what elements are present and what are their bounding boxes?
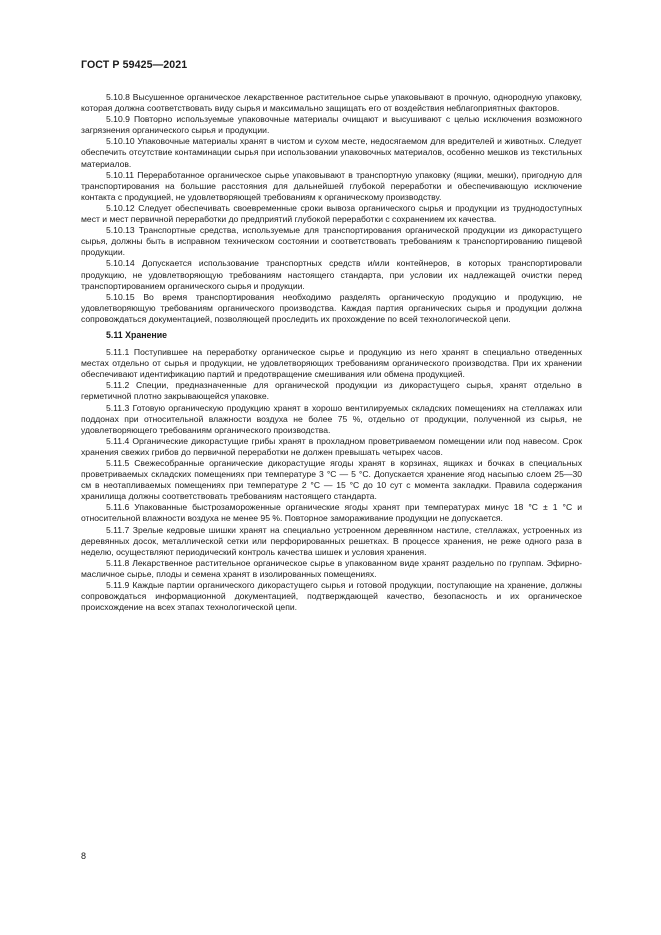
paragraph-5-10-14: 5.10.14 Допускается использование транспортных средств и/или контейнеров, в которых транспортировали продукцию, не удовлетворяющую требованиям настоящего стандарта, при условии их надлежащей очистки перед транспортированием органического сырья и продукции. bbox=[81, 258, 582, 291]
paragraph-5-11-6: 5.11.6 Упакованные быстрозамороженные органические ягоды хранят при температурах минус 18 °С ± 1 °С и относительной влажности воздуха не менее 95 %. Повторное замораживание продукции не допускается. bbox=[81, 502, 582, 524]
document-header: ГОСТ Р 59425—2021 bbox=[81, 59, 188, 71]
paragraph-5-10-15: 5.10.15 Во время транспортирования необходимо разделять органическую продукцию и продукцию, не удовлетворяющую требованиям органического производства. Каждая партия органических сырья и продукции должна сопровождаться документацией, позволяющей проследить их прохождение по всей технологической цепи. bbox=[81, 291, 582, 324]
paragraph-5-10-12: 5.10.12 Следует обеспечивать своевременные сроки вывоза органического сырья и продукции из труднодоступных мест и мест первичной переработки до предприятий глубокой переработки с сохранением их качества. bbox=[81, 202, 582, 225]
paragraph-5-11-2: 5.11.2 Специи, предназначенные для органической продукции из дикорастущего сырья, хранят отдельно в герметичной плотно закрывающейся упаковке. bbox=[81, 380, 582, 402]
section-heading-storage: 5.11 Хранение bbox=[106, 329, 168, 340]
paragraph-5-11-4: 5.11.4 Органические дикорастущие грибы хранят в прохладном проветриваемом помещении или под навесом. Срок хранения свежих грибов до первичной переработки не должен превышать четырех часов. bbox=[81, 435, 582, 457]
paragraph-5-10-10: 5.10.10 Упаковочные материалы хранят в чистом и сухом месте, недосягаемом для вредителей и животных. Следует обеспечить отсутствие контаминации сырья при использовании упаковочных материалов, особенно мешков из текстильных материалов. bbox=[81, 136, 582, 169]
paragraph-5-11-9: 5.11.9 Каждые партии органического дикорастущего сырья и готовой продукции, поступающие на хранение, должны сопровождаться информационной документацией, подтверждающей качество, безопасность и их органическое происхождение на всех этапах технологической цепи. bbox=[81, 580, 582, 613]
paragraph-5-11-1: 5.11.1 Поступившее на переработку органическое сырье и продукцию из него хранят в специально отведенных местах отдельно от сырья и продукции, не удовлетворяющих требованиям органического производства. При их хранении обеспечивают идентификацию партий и предотвращение смешивания или обмена продукцией. bbox=[81, 347, 582, 380]
paragraph-5-10-9: 5.10.9 Повторно используемые упаковочные материалы очищают и высушивают с целью исключения возможного загрязнения органического сырья и продукции. bbox=[81, 114, 582, 136]
paragraph-5-10-13: 5.10.13 Транспортные средства, используемые для транспортирования органической продукции из дикорастущего сырья, должны быть в исправном техническом состоянии и соответствовать требованиям к транспортированию пищевой продукции. bbox=[81, 225, 582, 258]
paragraph-5-10-11: 5.10.11 Переработанное органическое сырье упаковывают в транспортную упаковку (ящики, мешки), пригодную для транспортирования на большие расстояния для дальнейшей глубокой переработки и обеспечивающую исключение контакта с продукцией, не удовлетворяющей требованиям к органическому производству. bbox=[81, 169, 582, 202]
document-body bbox=[81, 92, 582, 613]
page-number: 8 bbox=[81, 851, 87, 861]
paragraph-5-10-8: 5.10.8 Высушенное органическое лекарственное растительное сырье упаковывают в прочную, однородную упаковку, которая должна соответствовать виду сырья и максимально защищать его от воздействия неблагоприятных факторов. bbox=[81, 92, 582, 114]
paragraph-5-11-3: 5.11.3 Готовую органическую продукцию хранят в хорошо вентилируемых складских помещениях на стеллажах или поддонах при относительной влажности воздуха не более 75 %, отдельно от продукции, полученной из сырья, не удовлетворяющего требованиям органического производства. bbox=[81, 402, 582, 435]
paragraph-5-11-8: 5.11.8 Лекарственное растительное органическое сырье в упакованном виде хранят раздельно по группам. Эфирно-масличное сырье, плоды и семена хранят в изолированных помещениях. bbox=[81, 557, 582, 579]
paragraph-5-11-7: 5.11.7 Зрелые кедровые шишки хранят на специально устроенном деревянном настиле, стеллажах, устроенных из деревянных досок, металлической сетки или перфорированных решетках. В процессе хранения, не реже одного раза в неделю, осуществляют периодический контроль качества шишек и условия хранения. bbox=[81, 524, 582, 557]
paragraph-5-11-5: 5.11.5 Свежесобранные органические дикорастущие ягоды хранят в корзинах, ящиках и бочках в специальных проветриваемых складских помещениях при температуре 3 °С — 5 °С. Допускается хранение ягод насыпью слоем 25—30 см в неотапливаемых помещениях при температуре 2 °С — 15 °С до 10 сут с момента закладки. Правила содержания хранилища должны соответствовать требованиям настоящего стандарта. bbox=[81, 458, 582, 502]
